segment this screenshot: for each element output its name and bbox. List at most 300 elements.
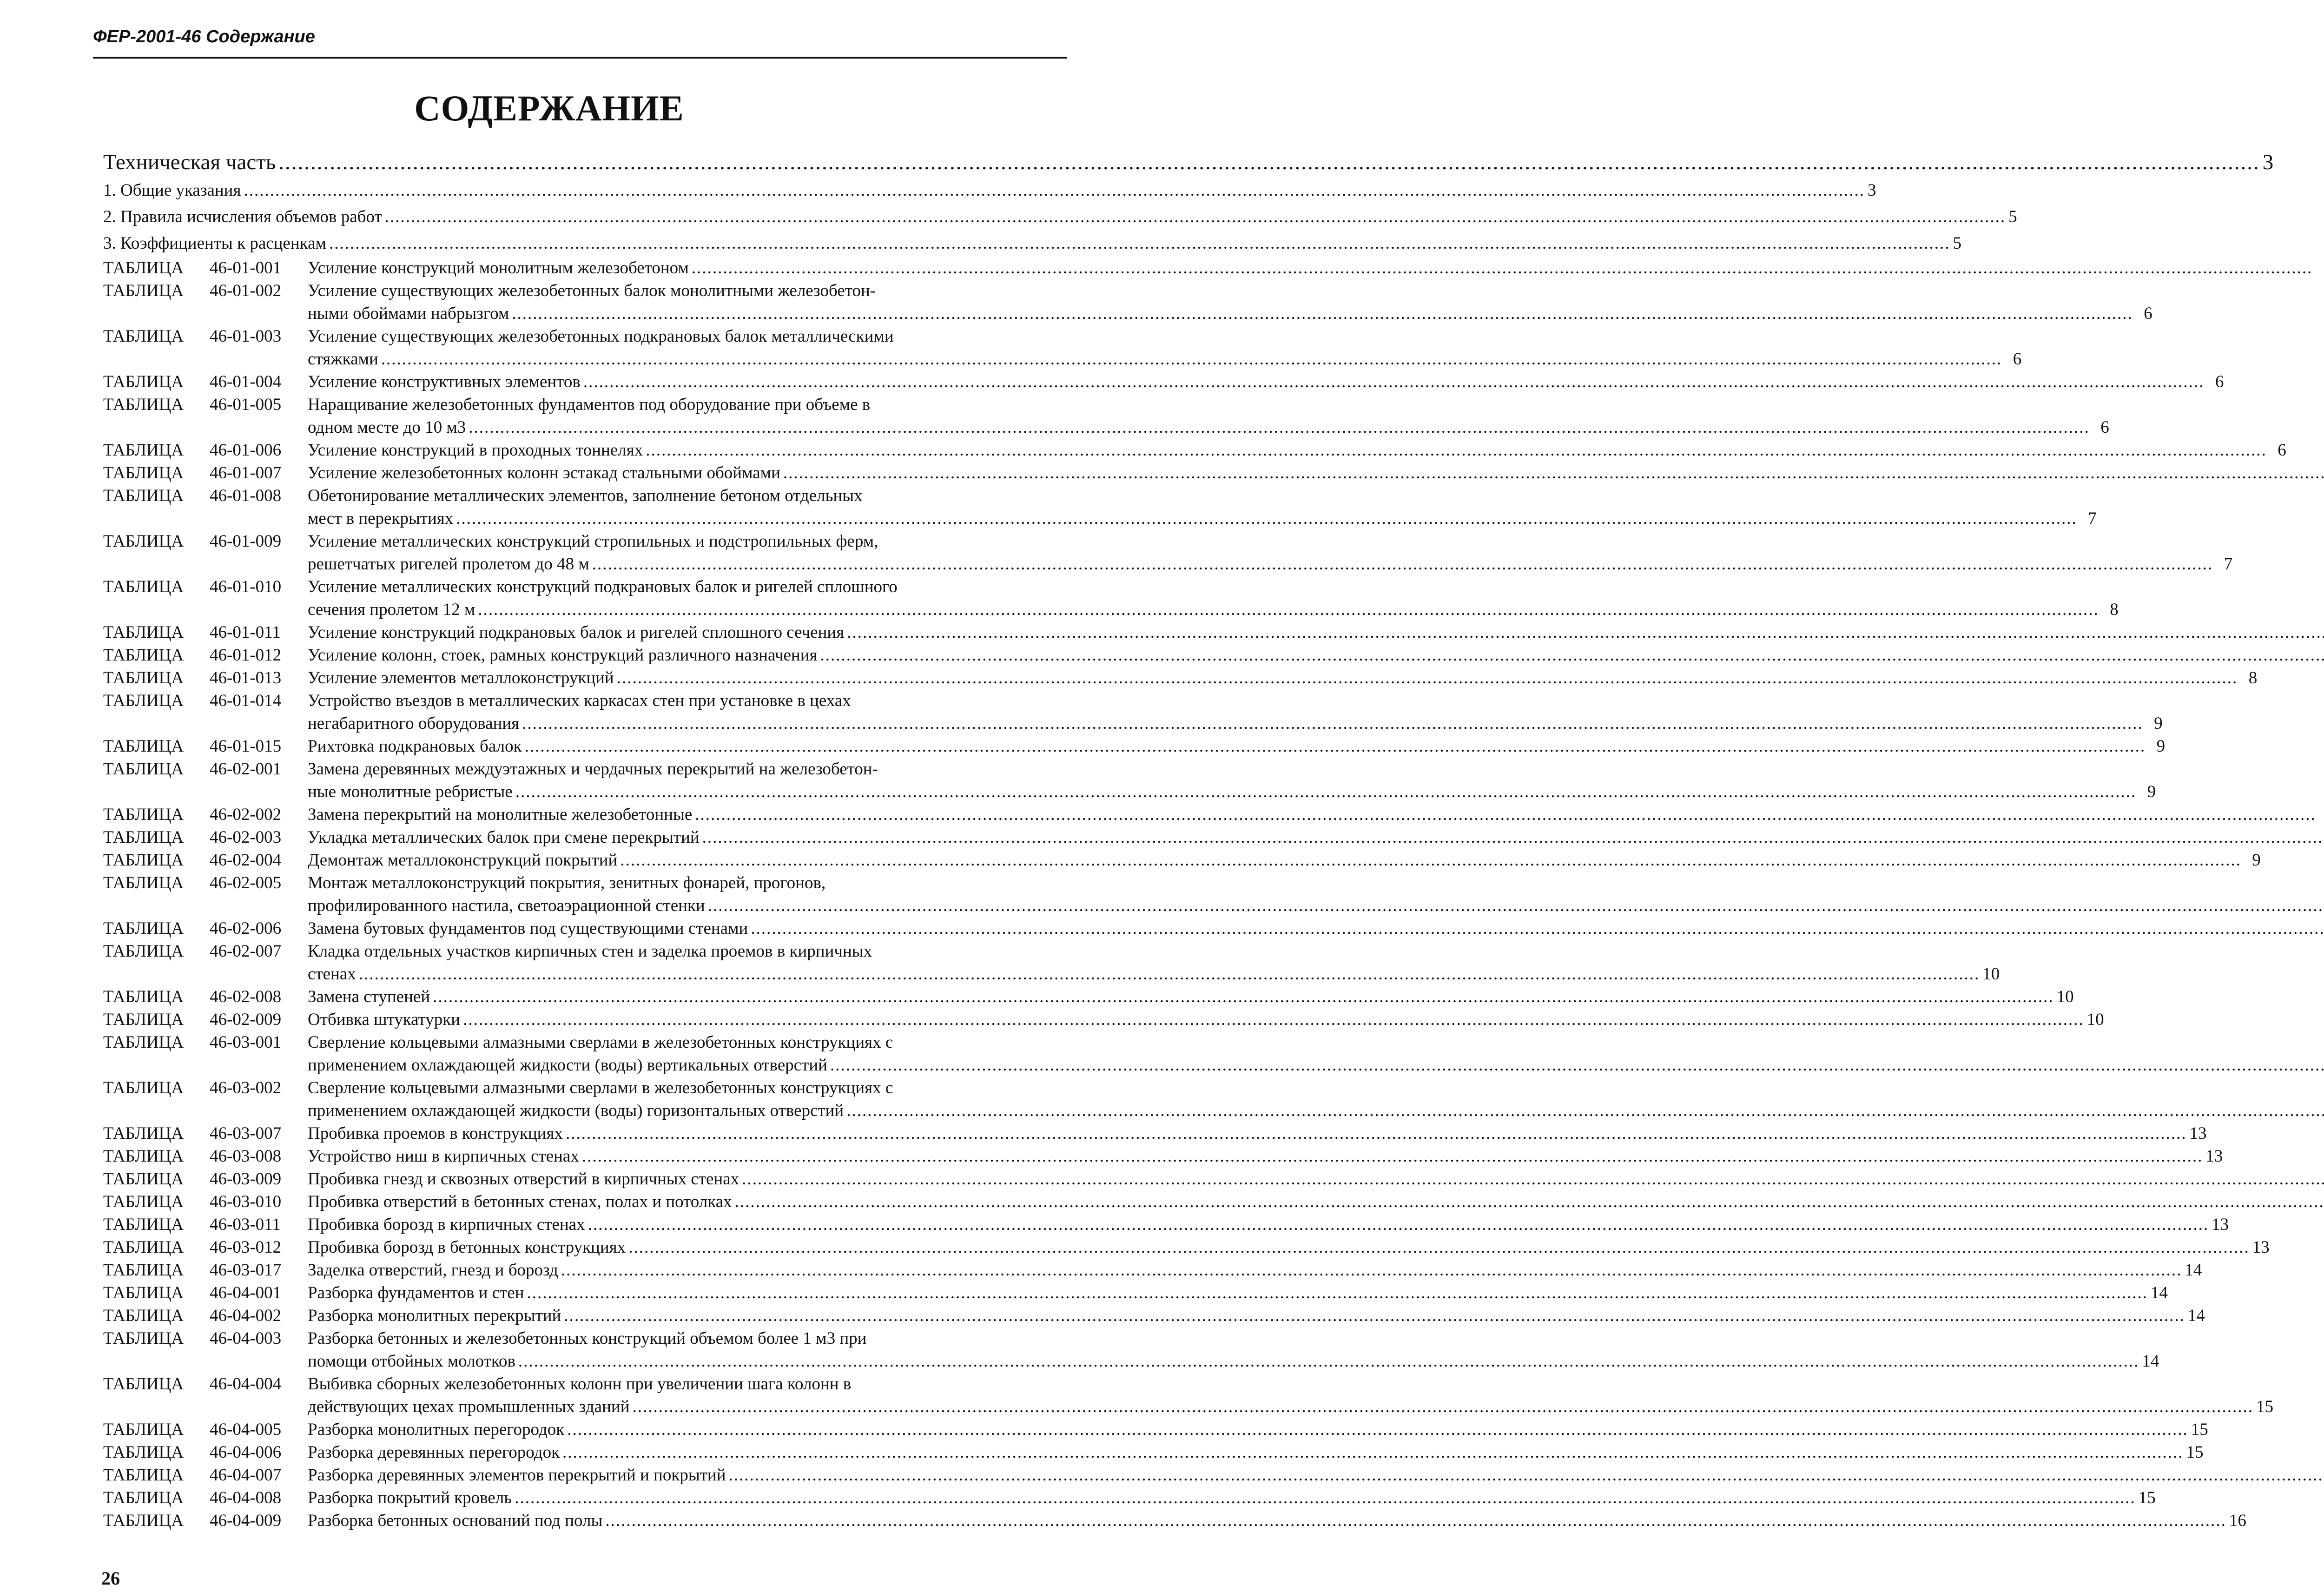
- table-code: 46-03-017: [210, 1261, 282, 1280]
- description-line: [308, 735, 2165, 758]
- dot-leader: [515, 780, 2137, 803]
- description-text: негабаритного оборудования: [308, 714, 520, 733]
- toc-section-row: [103, 204, 2017, 230]
- description-line: [308, 985, 2073, 1008]
- table-code: 46-01-012: [210, 646, 282, 665]
- toc-page-number: 15: [2256, 1397, 2274, 1416]
- toc-table-entry: [103, 826, 1058, 849]
- description-line: [308, 1441, 2203, 1464]
- description-line: [308, 598, 2119, 621]
- toc-table-entry: [103, 621, 1058, 644]
- table-code: 46-02-009: [210, 1010, 282, 1029]
- toc-section-row: [103, 230, 1961, 257]
- toc-table-entry: [103, 689, 2163, 735]
- description-text: Усиление конструктивных элементов: [308, 372, 581, 391]
- table-description: [308, 1486, 2155, 1509]
- description-text: Пробивка гнезд и сквозных отверстий в кирпичных стенах: [308, 1169, 739, 1189]
- table-code: 46-01-001: [210, 258, 282, 277]
- toc-table-entry: [103, 1464, 1058, 1486]
- dot-leader: [617, 667, 2238, 689]
- description-line: [308, 1031, 2324, 1054]
- table-code: 46-03-012: [210, 1238, 282, 1257]
- table-keyword: ТАБЛИЦА: [103, 987, 184, 1006]
- description-line: [308, 1099, 2324, 1122]
- description-text: Кладка отдельных участков кирпичных стен и заделка проемов в кирпичных: [308, 942, 872, 961]
- table-code: 46-04-001: [210, 1283, 282, 1302]
- description-text: Усиление конструкций в проходных тоннелях: [308, 441, 643, 460]
- toc-table-entry: [103, 1122, 2207, 1145]
- toc-table-entry: [103, 849, 2261, 872]
- dot-leader: [729, 1464, 2324, 1486]
- dot-leader: [735, 1190, 2324, 1213]
- description-line: [308, 1509, 2246, 1532]
- description-line: [308, 507, 2097, 530]
- toc-page-number: 14: [2187, 1306, 2205, 1325]
- table-code: 46-04-008: [210, 1488, 282, 1507]
- dot-leader: [244, 177, 1865, 204]
- table-code: 46-02-003: [210, 828, 282, 847]
- dot-leader: [385, 204, 2006, 230]
- dot-leader: [633, 1395, 2254, 1418]
- table-description: [308, 575, 2119, 621]
- description-line: [308, 1373, 2273, 1395]
- table-keyword: ТАБЛИЦА: [103, 441, 184, 460]
- table-code: 46-04-009: [210, 1511, 282, 1530]
- description-text: Усиление металлических конструкций подкрановых балок и ригелей сплошного: [308, 577, 898, 596]
- toc-table-entry: [103, 1213, 2229, 1236]
- description-line: [308, 575, 2119, 598]
- description-line: [308, 803, 2324, 826]
- description-text: Разборка фундаментов и стен: [308, 1283, 524, 1302]
- toc-table-entry: [103, 803, 1058, 826]
- table-keyword: ТАБЛИЦА: [103, 873, 184, 892]
- description-text: Монтаж металлоконструкций покрытия, зенитных фонарей, прогонов,: [308, 873, 826, 892]
- toc-table-entry: [103, 1077, 1058, 1122]
- table-description: [308, 1122, 2206, 1145]
- table-code: 46-01-003: [210, 327, 282, 346]
- description-line: [308, 826, 2324, 849]
- table-description: [308, 530, 2232, 575]
- table-keyword: ТАБЛИЦА: [103, 1511, 184, 1530]
- description-text: Разборка монолитных перегородок: [308, 1420, 565, 1439]
- description-text: Пробивка проемов в конструкциях: [308, 1124, 563, 1143]
- description-text: Усиление конструкций монолитным железобетоном: [308, 258, 689, 277]
- description-text: Усиление металлических конструкций стропильных и подстропильных ферм,: [308, 532, 878, 551]
- description-line: [308, 1213, 2228, 1236]
- description-line: [308, 1168, 2324, 1190]
- table-keyword: ТАБЛИЦА: [103, 327, 184, 346]
- table-description: [308, 803, 2324, 826]
- table-keyword: ТАБЛИЦА: [103, 942, 184, 961]
- table-description: [308, 1418, 2208, 1441]
- toc-page-number: [2319, 803, 2324, 826]
- description-line: [308, 439, 2286, 462]
- description-line: [308, 1327, 2159, 1350]
- toc-page-number: 13: [2205, 1147, 2223, 1166]
- description-line: [308, 963, 1999, 985]
- description-line: [308, 940, 1999, 963]
- table-code: 46-03-011: [210, 1215, 281, 1234]
- description-line: [308, 530, 2232, 553]
- table-description: [308, 1236, 2269, 1259]
- description-line: [308, 1236, 2269, 1259]
- description-line: [308, 849, 2261, 872]
- table-description: [308, 940, 1999, 985]
- toc-page-number: 16: [2229, 1511, 2246, 1530]
- toc-table-entry: [103, 1327, 2159, 1373]
- table-description: [308, 370, 2224, 393]
- description-text: Устройство въездов в металлических каркасах стен при установке в цехах: [308, 691, 851, 710]
- toc-page-number: 7: [2224, 555, 2233, 574]
- table-keyword: ТАБЛИЦА: [103, 691, 184, 710]
- table-description: [308, 325, 2021, 370]
- description-text: Разборка монолитных перекрытий: [308, 1306, 561, 1325]
- table-description: [308, 1145, 2222, 1168]
- description-text: Разборка деревянных перегородок: [308, 1443, 560, 1462]
- description-line: [308, 325, 2021, 348]
- toc-table-entry: [103, 1304, 2205, 1327]
- dot-leader: [588, 1213, 2209, 1236]
- table-description: [308, 1441, 2203, 1464]
- table-code: 46-02-002: [210, 805, 282, 824]
- table-code: 46-03-008: [210, 1147, 282, 1166]
- description-line: [308, 370, 2224, 393]
- table-keyword: ТАБЛИЦА: [103, 1329, 184, 1348]
- toc-section-label: 1. Общие указания: [103, 181, 241, 200]
- description-text: Усиление существующих железобетонных подкрановых балок металлическими: [308, 327, 894, 346]
- description-text: Усиление колонн, стоек, рамных конструкций различного назначения: [308, 646, 818, 665]
- dot-leader: [583, 370, 2205, 393]
- table-description: [308, 758, 2156, 803]
- dot-leader: [522, 712, 2143, 735]
- table-description: [308, 1213, 2228, 1236]
- toc-page-number: 15: [2186, 1443, 2204, 1462]
- toc-section-label: 3. Коэффициенты к расценкам: [103, 234, 326, 253]
- dot-leader: [381, 348, 2002, 370]
- description-text: Замена ступеней: [308, 987, 430, 1006]
- dot-leader: [702, 826, 2324, 849]
- table-keyword: ТАБЛИЦА: [103, 532, 184, 551]
- description-text: Разборка бетонных и железобетонных конструкций объемом более 1 м3 при: [308, 1329, 867, 1348]
- toc-table-entry: [103, 1373, 2274, 1418]
- toc-page-number: 14: [2151, 1283, 2168, 1302]
- toc-page-number: 6: [2278, 441, 2286, 460]
- toc-table-entry: [103, 484, 2097, 530]
- toc-table-entry: [103, 758, 2156, 803]
- toc-page-number: 7: [2088, 509, 2097, 528]
- description-text: Замена деревянных междуэтажных и чердачных перекрытий на железобетон-: [308, 760, 878, 779]
- toc-page-number: 6: [2013, 350, 2022, 369]
- toc-page-number: 6: [2144, 304, 2152, 323]
- description-text: Усиление элементов металлоконструкций: [308, 668, 614, 687]
- description-text: мест в перекрытиях: [308, 509, 454, 528]
- table-code: 46-03-010: [210, 1192, 282, 1211]
- dot-leader: [820, 644, 2324, 667]
- table-description: [308, 1259, 2201, 1282]
- dot-leader: [564, 1304, 2185, 1327]
- table-description: [308, 1327, 2159, 1373]
- description-text: Разборка бетонных оснований под полы: [308, 1511, 603, 1530]
- description-line: [308, 872, 2324, 894]
- toc-table-entry: [103, 1441, 2204, 1464]
- table-description: [308, 462, 2324, 484]
- table-description: [308, 1373, 2273, 1418]
- table-description: [308, 1190, 2324, 1213]
- dot-leader: [278, 148, 2260, 177]
- table-description: [308, 1464, 2324, 1486]
- description-line: [308, 1077, 2324, 1099]
- table-code: 46-01-002: [210, 281, 282, 300]
- table-keyword: ТАБЛИЦА: [103, 1238, 184, 1257]
- table-code: 46-02-001: [210, 760, 282, 779]
- table-description: [308, 621, 2324, 644]
- description-text: Пробивка борозд в бетонных конструкциях: [308, 1238, 626, 1257]
- table-description: [308, 872, 2324, 917]
- table-code: 46-03-009: [210, 1169, 282, 1189]
- description-line: [308, 1304, 2205, 1327]
- dot-leader: [518, 1350, 2139, 1373]
- table-code: 46-01-005: [210, 395, 282, 414]
- table-description: [308, 735, 2165, 758]
- table-keyword: ТАБЛИЦА: [103, 1374, 184, 1394]
- toc-table-entry: [103, 1031, 1058, 1077]
- table-keyword: ТАБЛИЦА: [103, 1215, 184, 1234]
- table-code: 46-01-008: [210, 486, 282, 505]
- description-text: Разборка деревянных элементов перекрытий и покрытий: [308, 1466, 726, 1485]
- toc-page-number: 9: [2147, 782, 2156, 801]
- dot-leader: [605, 1509, 2226, 1532]
- table-description: [308, 1168, 2324, 1190]
- description-line: [308, 758, 2156, 780]
- table-keyword: ТАБЛИЦА: [103, 1306, 184, 1325]
- table-code: 46-01-009: [210, 532, 282, 551]
- toc-table-entry: [103, 1509, 2246, 1532]
- table-description: [308, 689, 2163, 735]
- table-code: 46-03-002: [210, 1078, 282, 1097]
- description-text: помощи отбойных молотков: [308, 1352, 515, 1371]
- description-text: Отбивка штукатурки: [308, 1010, 461, 1029]
- table-code: 46-01-013: [210, 668, 282, 687]
- dot-leader: [567, 1418, 2188, 1441]
- table-code: 46-02-006: [210, 919, 282, 938]
- table-keyword: ТАБЛИЦА: [103, 1169, 184, 1189]
- toc-table-entry: [103, 735, 2166, 758]
- toc-table-entry: [103, 940, 2000, 985]
- table-code: 46-04-002: [210, 1306, 282, 1325]
- dot-leader: [329, 230, 1950, 257]
- table-description: [308, 1304, 2205, 1327]
- toc-page-number: [2315, 257, 2324, 279]
- toc-page-number: 9: [2156, 737, 2166, 756]
- table-keyword: ТАБЛИЦА: [103, 1010, 184, 1029]
- dot-leader: [592, 553, 2213, 575]
- table-description: [308, 279, 2152, 325]
- dot-leader: [830, 1054, 2324, 1077]
- toc-table-entry: [103, 1190, 1058, 1213]
- table-description: [308, 644, 2324, 667]
- table-description: [308, 985, 2073, 1008]
- table-entries: [103, 257, 2286, 1532]
- table-code: 46-01-014: [210, 691, 282, 710]
- toc-table-entry: [103, 985, 2074, 1008]
- toc-page-number: 6: [2100, 418, 2109, 437]
- toc-table-entry: [103, 667, 2258, 689]
- description-line: [308, 1486, 2155, 1509]
- description-text: решетчатых ригелей пролетом до 48 м: [308, 555, 589, 574]
- toc-section-label: 2. Правила исчисления объемов работ: [103, 207, 382, 226]
- table-code: 46-01-004: [210, 372, 282, 391]
- dot-leader: [846, 1099, 2324, 1122]
- dot-leader: [561, 1259, 2182, 1282]
- description-line: [308, 689, 2163, 712]
- page-number: 26: [101, 1568, 120, 1589]
- table-code: 46-04-005: [210, 1420, 282, 1439]
- table-keyword: ТАБЛИЦА: [103, 1420, 184, 1439]
- toc-page-number: 10: [2086, 1010, 2104, 1029]
- table-keyword: ТАБЛИЦА: [103, 1124, 184, 1143]
- toc-page-number: 14: [2142, 1352, 2159, 1371]
- table-keyword: ТАБЛИЦА: [103, 372, 184, 391]
- table-code: 46-01-007: [210, 463, 282, 482]
- table-code: 46-02-004: [210, 851, 282, 870]
- description-text: ными обоймами набрызгом: [308, 304, 509, 323]
- toc-table-entry: [103, 1168, 1058, 1190]
- toc-page-number: 5: [2008, 207, 2017, 226]
- description-line: [308, 1418, 2208, 1441]
- description-text: Усиление конструкций подкрановых балок и ригелей сплошного сечения: [308, 623, 845, 642]
- dot-leader: [646, 439, 2267, 462]
- dot-leader: [566, 1122, 2187, 1145]
- table-description: [308, 826, 2324, 849]
- description-text: Выбивка сборных железобетонных колонн при увеличении шага колонн в: [308, 1374, 852, 1394]
- dot-leader: [469, 416, 2090, 439]
- description-text: сечения пролетом 12 м: [308, 600, 475, 619]
- dot-leader: [582, 1145, 2203, 1168]
- description-text: Демонтаж металлоконструкций покрытий: [308, 851, 618, 870]
- toc-page-number: 9: [2252, 851, 2261, 870]
- description-text: Устройство ниш в кирпичных стенах: [308, 1147, 579, 1166]
- table-keyword: ТАБЛИЦА: [103, 646, 184, 665]
- table-code: 46-02-005: [210, 873, 282, 892]
- description-line: [308, 1259, 2201, 1282]
- table-description: [308, 1282, 2167, 1304]
- table-code: 46-01-010: [210, 577, 282, 596]
- description-text: Сверление кольцевыми алмазными сверлами в железобетонных конструкциях с: [308, 1033, 893, 1052]
- table-description: [308, 484, 2097, 530]
- toc-table-entry: [103, 644, 1058, 667]
- description-line: [308, 348, 2021, 370]
- description-line: [308, 1008, 2104, 1031]
- table-description: [308, 667, 2257, 689]
- toc-page-number: 15: [2138, 1488, 2156, 1507]
- toc-table-entry: [103, 393, 2109, 439]
- dot-leader: [695, 803, 2316, 826]
- toc-page-number: 9: [2154, 714, 2163, 733]
- toc-table-entry: [103, 1236, 2270, 1259]
- dot-leader: [456, 507, 2077, 530]
- description-text: Наращивание железобетонных фундаментов под оборудование при объеме в: [308, 395, 871, 414]
- toc-table-entry: [103, 325, 2022, 370]
- table-keyword: ТАБЛИЦА: [103, 737, 184, 756]
- description-text: применением охлаждающей жидкости (воды) вертикальных отверстий: [308, 1056, 827, 1075]
- toc-page-number: 15: [2191, 1420, 2208, 1439]
- toc-table-entry: [103, 370, 2224, 393]
- header-rule: [93, 57, 1067, 59]
- table-description: [308, 257, 2324, 279]
- dot-leader: [742, 1168, 2324, 1190]
- toc-page-number: 13: [2212, 1215, 2229, 1234]
- description-line: [308, 279, 2152, 302]
- toc-table-entry: [103, 1008, 2104, 1031]
- table-keyword: ТАБЛИЦА: [103, 1192, 184, 1211]
- toc-page-number: 13: [2189, 1124, 2207, 1143]
- toc-page-number: 3: [2262, 150, 2274, 174]
- table-keyword: ТАБЛИЦА: [103, 1488, 184, 1507]
- table-keyword: ТАБЛИЦА: [103, 919, 184, 938]
- dot-leader: [692, 257, 2313, 279]
- toc-page-number: 8: [2248, 668, 2258, 687]
- toc-page-number: 5: [1953, 234, 1961, 253]
- table-keyword: ТАБЛИЦА: [103, 486, 184, 505]
- toc-page-number: 8: [2110, 600, 2119, 619]
- table-keyword: ТАБЛИЦА: [103, 1147, 184, 1166]
- table-keyword: ТАБЛИЦА: [103, 1033, 184, 1052]
- toc-table-entry: [103, 1145, 2223, 1168]
- description-line: [308, 1350, 2159, 1373]
- description-text: Разборка покрытий кровель: [308, 1488, 512, 1507]
- toc-page-number: 10: [2056, 987, 2074, 1006]
- table-keyword: ТАБЛИЦА: [103, 577, 184, 596]
- description-line: [308, 1190, 2324, 1213]
- table-code: 46-01-015: [210, 737, 282, 756]
- toc-section-label: Техническая часть: [103, 150, 276, 174]
- description-text: действующих цехах промышленных зданий: [308, 1397, 630, 1416]
- table-keyword: ТАБЛИЦА: [103, 1261, 184, 1280]
- table-code: 46-02-007: [210, 942, 282, 961]
- table-keyword: ТАБЛИЦА: [103, 1443, 184, 1462]
- description-line: [308, 712, 2163, 735]
- toc-page-number: 14: [2185, 1261, 2202, 1280]
- dot-leader: [620, 849, 2241, 872]
- table-code: 46-04-003: [210, 1329, 282, 1348]
- table-keyword: ТАБЛИЦА: [103, 623, 184, 642]
- table-keyword: ТАБЛИЦА: [103, 668, 184, 687]
- toc-table-entry: [103, 872, 1058, 917]
- toc-table-entry: [103, 462, 1058, 484]
- description-text: Заделка отверстий, гнезд и борозд: [308, 1261, 558, 1280]
- toc-page-number: 3: [1868, 181, 1876, 200]
- description-text: Замена перекрытий на монолитные железобетонные: [308, 805, 693, 824]
- toc-table-entry: [103, 575, 2119, 621]
- description-line: [308, 644, 2324, 667]
- description-text: Усиление железобетонных колонн эстакад стальными обоймами: [308, 463, 780, 482]
- table-keyword: ТАБЛИЦА: [103, 395, 184, 414]
- table-keyword: ТАБЛИЦА: [103, 760, 184, 779]
- table-code: 46-03-001: [210, 1033, 282, 1052]
- description-line: [308, 553, 2232, 575]
- dot-leader: [359, 963, 1980, 985]
- description-line: [308, 1122, 2206, 1145]
- dot-leader: [751, 917, 2324, 940]
- toc-page-number: 10: [1982, 964, 2000, 984]
- table-description: [308, 1509, 2246, 1532]
- toc-page-number: 13: [2252, 1238, 2270, 1257]
- table-of-contents: [103, 148, 2286, 1532]
- table-keyword: ТАБЛИЦА: [103, 805, 184, 824]
- description-line: [308, 1145, 2222, 1168]
- toc-table-entry: [103, 1259, 2202, 1282]
- toc-table-entry: [103, 439, 2286, 462]
